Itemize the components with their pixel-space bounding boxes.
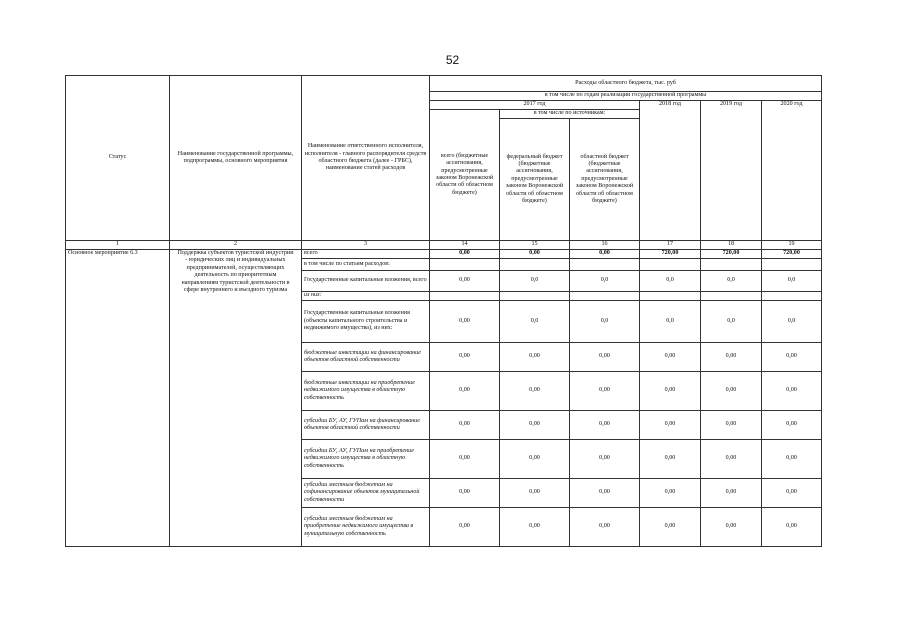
- row-value: 0,00: [570, 440, 640, 479]
- row-value: 0,00: [430, 411, 500, 440]
- row-value: 0,00: [640, 508, 701, 547]
- row-value: 0,0: [701, 301, 762, 343]
- row-value: 0,00: [640, 372, 701, 411]
- row-value: 0,0: [500, 271, 570, 292]
- header-year-2019: 2019 год: [701, 101, 762, 241]
- row-value: 0,00: [701, 343, 762, 372]
- row-value: 0,00: [430, 479, 500, 508]
- column-number: 16: [570, 241, 640, 250]
- row-value: 720,00: [701, 250, 762, 259]
- status-cell: Основное мероприятие 6.3: [66, 250, 170, 547]
- header-year-2020: 2020 год: [762, 101, 822, 241]
- row-value: 0,00: [500, 372, 570, 411]
- row-label: в том числе по статьям расходов:: [302, 259, 430, 271]
- header-year-2018: 2018 год: [640, 101, 701, 241]
- row-value: 0,0: [500, 301, 570, 343]
- row-value: 0,00: [640, 343, 701, 372]
- row-value: 0,00: [500, 440, 570, 479]
- row-value: 0,00: [570, 250, 640, 259]
- column-number: 3: [302, 241, 430, 250]
- row-label: бюджетные инвестиции на приобретение недвижимого имущества в областную собственность: [302, 372, 430, 411]
- row-value: 0,00: [430, 508, 500, 547]
- row-value: 0,00: [500, 479, 570, 508]
- row-value: 0,00: [701, 440, 762, 479]
- row-value: 0,0: [640, 301, 701, 343]
- header-executor: Наименование ответственного исполнителя, исполнителя - главного распорядителя средств областного бюджета (далее - ГРБС), наименование статей расходов: [302, 76, 430, 241]
- page-number: 52: [445, 53, 460, 67]
- row-value: 0,00: [701, 411, 762, 440]
- column-number: 2: [170, 241, 302, 250]
- row-value: 0,0: [762, 301, 822, 343]
- row-value: 0,00: [570, 479, 640, 508]
- column-number: 1: [66, 241, 170, 250]
- row-value: 0,00: [640, 411, 701, 440]
- row-label: из них:: [302, 292, 430, 301]
- header-year-2017: 2017 год: [430, 101, 640, 110]
- row-value: 0,00: [430, 372, 500, 411]
- row-label: бюджетные инвестиции на финансирование объектов областной собственности: [302, 343, 430, 372]
- row-value: 0,00: [500, 508, 570, 547]
- row-value: 0,0: [762, 271, 822, 292]
- header-federal-col: федеральный бюджет (бюджетные ассигнования, предусмотренные законом Воронежской области об областном бюджете): [500, 119, 570, 241]
- row-value: 0,00: [762, 372, 822, 411]
- row-value: 0,00: [570, 343, 640, 372]
- budget-table: [65, 75, 822, 547]
- row-value: 0,00: [570, 508, 640, 547]
- header-status: Статус: [66, 76, 170, 241]
- column-number: 18: [701, 241, 762, 250]
- row-value: 0,00: [570, 372, 640, 411]
- row-label: Государственные капитальные вложения (объекты капитального строительства и недвижимого имущества), из них:: [302, 301, 430, 343]
- row-label: субсидии БУ, АУ, ГУПам на приобретение недвижимого имущества в областную собственность: [302, 440, 430, 479]
- header-regional-col: областной бюджет (бюджетные ассигнования, предусмотренные законом Воронежской области об областном бюджете): [570, 119, 640, 241]
- row-value: 0,00: [500, 343, 570, 372]
- program-name-cell: Поддержка субъектов туристской индустрии - юридических лиц и индивидуальных предпринимателей, осуществляющих деятельность по приоритетным направлениям туристской деятельности в сфере внутреннего и въездного туризма: [170, 250, 302, 547]
- row-value: 0,00: [701, 372, 762, 411]
- column-number: 15: [500, 241, 570, 250]
- row-value: 0,00: [570, 411, 640, 440]
- row-value: 0,00: [701, 479, 762, 508]
- row-value: 0,00: [430, 250, 500, 259]
- row-label: субсидии местным бюджетам на софинансирование объектов муниципальной собственности: [302, 479, 430, 508]
- row-value: 0,00: [762, 440, 822, 479]
- row-value: 0,00: [701, 508, 762, 547]
- header-by-years: в том числе по годам реализации государственной программы: [430, 92, 822, 101]
- row-value: 0,00: [430, 301, 500, 343]
- column-number: 19: [762, 241, 822, 250]
- header-by-sources: в том числе по источникам:: [500, 110, 640, 119]
- row-value: 0,00: [430, 271, 500, 292]
- row-value: 0,0: [570, 271, 640, 292]
- column-number: 14: [430, 241, 500, 250]
- row-value: 0,00: [762, 479, 822, 508]
- row-value: 0,0: [570, 301, 640, 343]
- row-label: субсидии местным бюджетам на приобретение недвижимого имущества в муниципальную собственность: [302, 508, 430, 547]
- header-total-col: всего (бюджетные ассигнования, предусмотренные законом Воронежской области об областном бюджете): [430, 110, 500, 241]
- column-number: 17: [640, 241, 701, 250]
- row-value: 0,00: [640, 440, 701, 479]
- row-value: 0,00: [430, 440, 500, 479]
- row-value: 0,00: [762, 411, 822, 440]
- row-value: 0,00: [430, 343, 500, 372]
- row-label: субсидии БУ, АУ, ГУПам на финансирование объектов областной собственности: [302, 411, 430, 440]
- row-label: Государственные капитальные вложения, всего: [302, 271, 430, 292]
- row-value: 0,00: [640, 479, 701, 508]
- row-value: 0,00: [762, 508, 822, 547]
- row-value: 720,00: [762, 250, 822, 259]
- row-label: всего: [302, 250, 430, 259]
- row-value: 0,00: [500, 250, 570, 259]
- header-expenses: Расходы областного бюджета, тыс. руб: [430, 76, 822, 92]
- row-value: 0,00: [500, 411, 570, 440]
- row-value: 0,0: [701, 271, 762, 292]
- header-program-name: Наименование государственной программы, подпрограммы, основного мероприятия: [170, 76, 302, 241]
- row-value: 0,0: [640, 271, 701, 292]
- row-value: 0,00: [762, 343, 822, 372]
- row-value: 720,00: [640, 250, 701, 259]
